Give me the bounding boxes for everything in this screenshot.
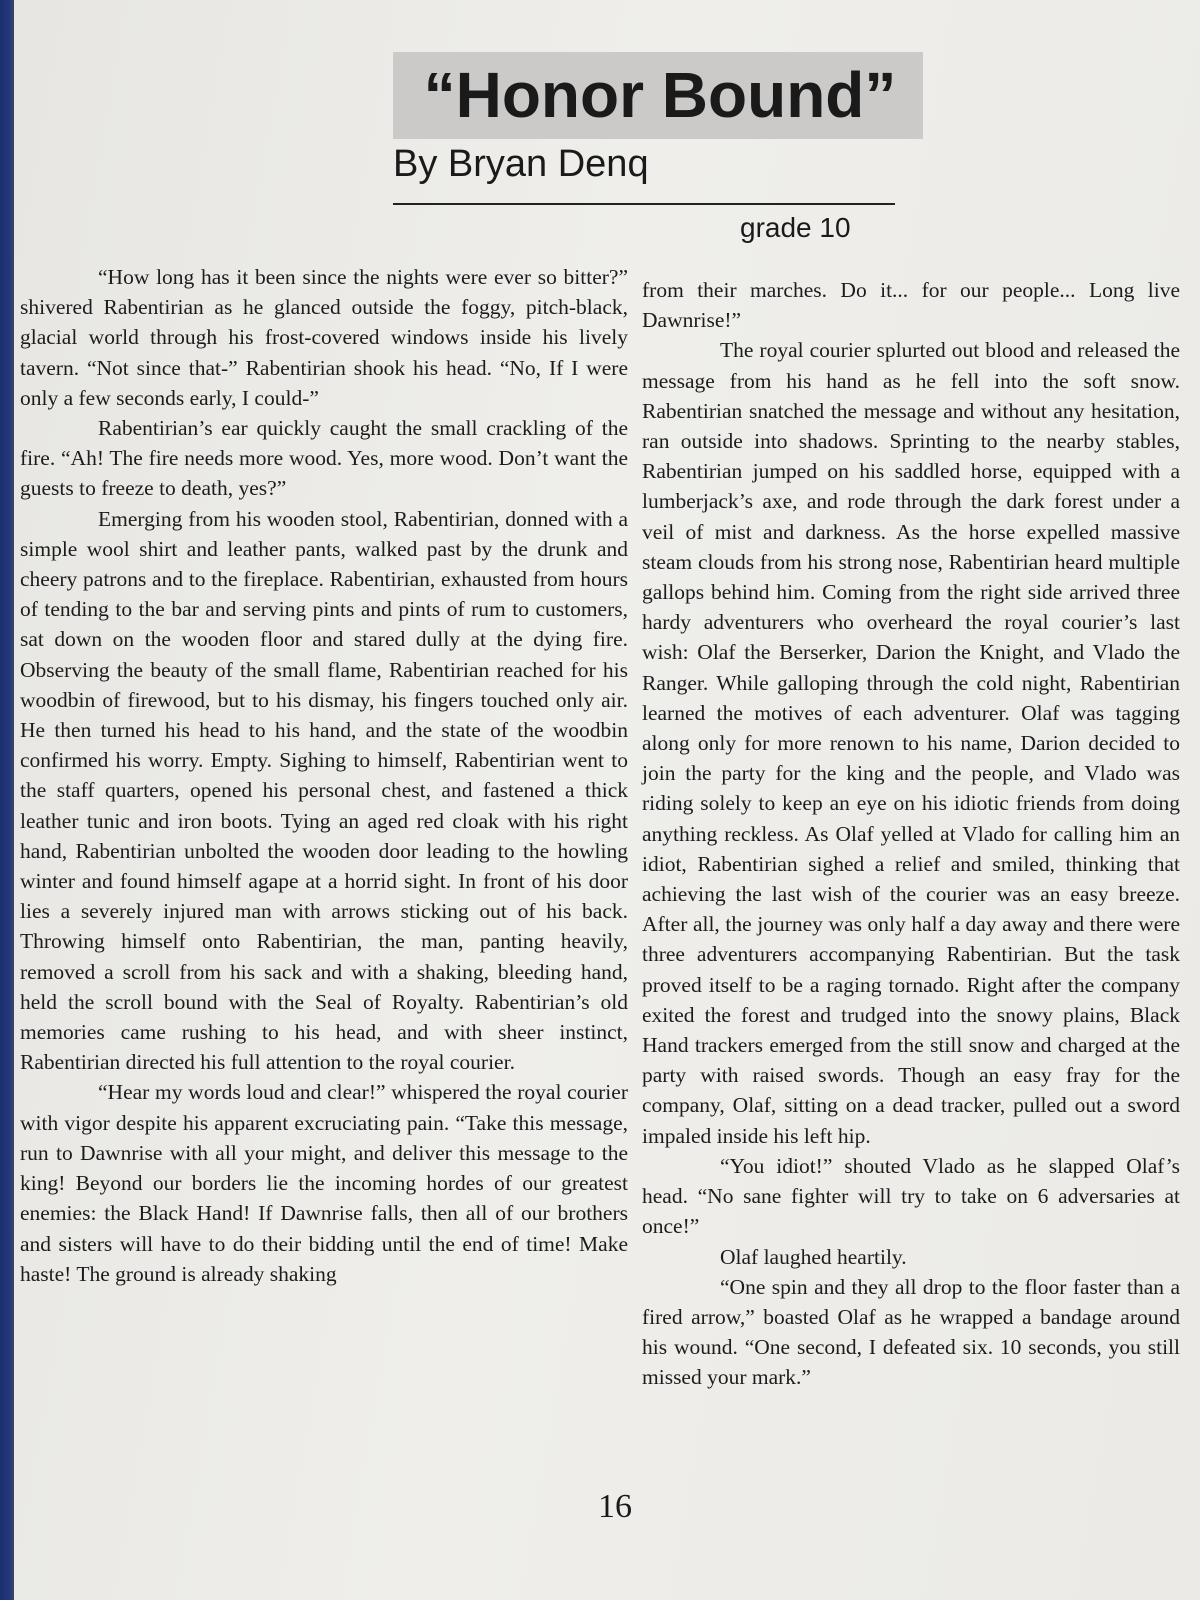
- title-rule: [393, 203, 895, 205]
- paragraph: “How long has it been since the nights were ever so bitter?” shivered Rabentirian as he glanced outside the foggy, pitch-black, glacial world through his frost-covered windows inside his lively tavern. “Not since that-” Rabentirian shook his head. “No, If I were only a few seconds early, I could-”: [20, 265, 628, 410]
- paragraph: “Hear my words loud and clear!” whispered the royal courier with vigor despite his apparent excruciating pain. “Take this message, run to Dawnrise with all your might, and deliver this message to the king! Beyond our borders lie the incoming hordes of our greatest enemies: the Black Hand! If Dawnrise falls, then all of our brothers and sisters will have to do their bidding until the end of time! Make haste! The ground is already shaking: [20, 1080, 628, 1286]
- story-title: “Honor Bound”: [423, 59, 897, 131]
- paragraph: “You idiot!” shouted Vlado as he slapped Olaf’s head. “No sane fighter will try to take on 6 adversaries at once!”: [642, 1153, 1180, 1239]
- paragraph: The royal courier splurted out blood and released the message from his hand as he fell into the soft snow. Rabentirian snatched the message and without any hesitation, ran outside into shadows. Sprinting to the nearby stables, Rabentirian jumped on his saddled horse, equipped with a lumberjack’s axe, and rode through the dark forest under a veil of mist and darkness. As the horse expelled massive steam clouds from his strong nose, Rabentirian heard multiple gallops behind him. Coming from the right side arrived three hardy adventurers who overheard the royal courier’s last wish: Olaf the Berserker, Darion the Knight, and Vlado the Ranger. While galloping through the cold night, Rabentirian learned the motives of each adventurer. Olaf was tagging along only for more renown to his name, Darion decided to join the party for the king and the people, and Vlado was riding solely to keep an eye on his idiotic friends from doing anything reckless. As Olaf yelled at Vlado for calling him an idiot, Rabentirian sighed a relief and smiled, thinking that achieving the last wish of the courier was an easy breeze. After all, the journey was only half a day away and there were three adventurers accompanying Rabentirian. But the task proved itself to be a raging tornado. Right after the company exited the forest and trudged into the snowy plains, Black Hand trackers emerged from the still snow and charged at the party with raised swords. Though an easy fray for the company, Olaf, sitting on a dead tracker, pulled out a sword impaled inside his left hip.: [642, 338, 1180, 1148]
- page-number: 16: [598, 1488, 632, 1525]
- paragraph: Rabentirian’s ear quickly caught the small crackling of the fire. “Ah! The fire needs more wood. Yes, more wood. Don’t want the guests to freeze to death, yes?”: [20, 416, 628, 501]
- author-byline: By Bryan Denq: [393, 143, 649, 185]
- paragraph: “One spin and they all drop to the floor faster than a fired arrow,” boasted Olaf as he wrapped a bandage around his wound. “One second, I defeated six. 10 seconds, you still missed your mark.”: [642, 1274, 1180, 1390]
- right-column: [642, 275, 1180, 1393]
- paragraph: Emerging from his wooden stool, Rabentirian, donned with a simple wool shirt and leather pants, walked past by the drunk and cheery patrons and to the fireplace. Rabentirian, exhausted from hours of tending to the bar and serving pints and pints of rum to customers, sat down on the wooden floor and stared dully at the dying fire. Observing the beauty of the small flame, Rabentirian reached for his woodbin of firewood, but to his dismay, his fingers touched only air. He then turned his head to his hand, and the state of the woodbin confirmed his worry. Empty. Sighing to himself, Rabentirian went to the staff quarters, opened his personal chest, and fastened a thick leather tunic and iron boots. Tying an aged red cloak with his right hand, Rabentirian unbolted the wooden door leading to the howling winter and found himself agape at a horrid sight. In front of his door lies a severely injured man with arrows sticking out of his back. Throwing himself onto Rabentirian, the man, panting heavily, removed a scroll from his sack and with a shaking, bleeding hand, held the scroll bound with the Seal of Royalty. Rabentirian’s old memories came rushing to his head, and with sheer instinct, Rabentirian directed his full attention to the royal courier.: [20, 506, 628, 1075]
- grade-label: grade 10: [740, 212, 851, 243]
- left-column: [20, 262, 628, 1289]
- paragraph: Olaf laughed heartily.: [720, 1244, 907, 1269]
- paragraph-continued: from their marches. Do it... for our people... Long live Dawnrise!”: [642, 278, 1180, 333]
